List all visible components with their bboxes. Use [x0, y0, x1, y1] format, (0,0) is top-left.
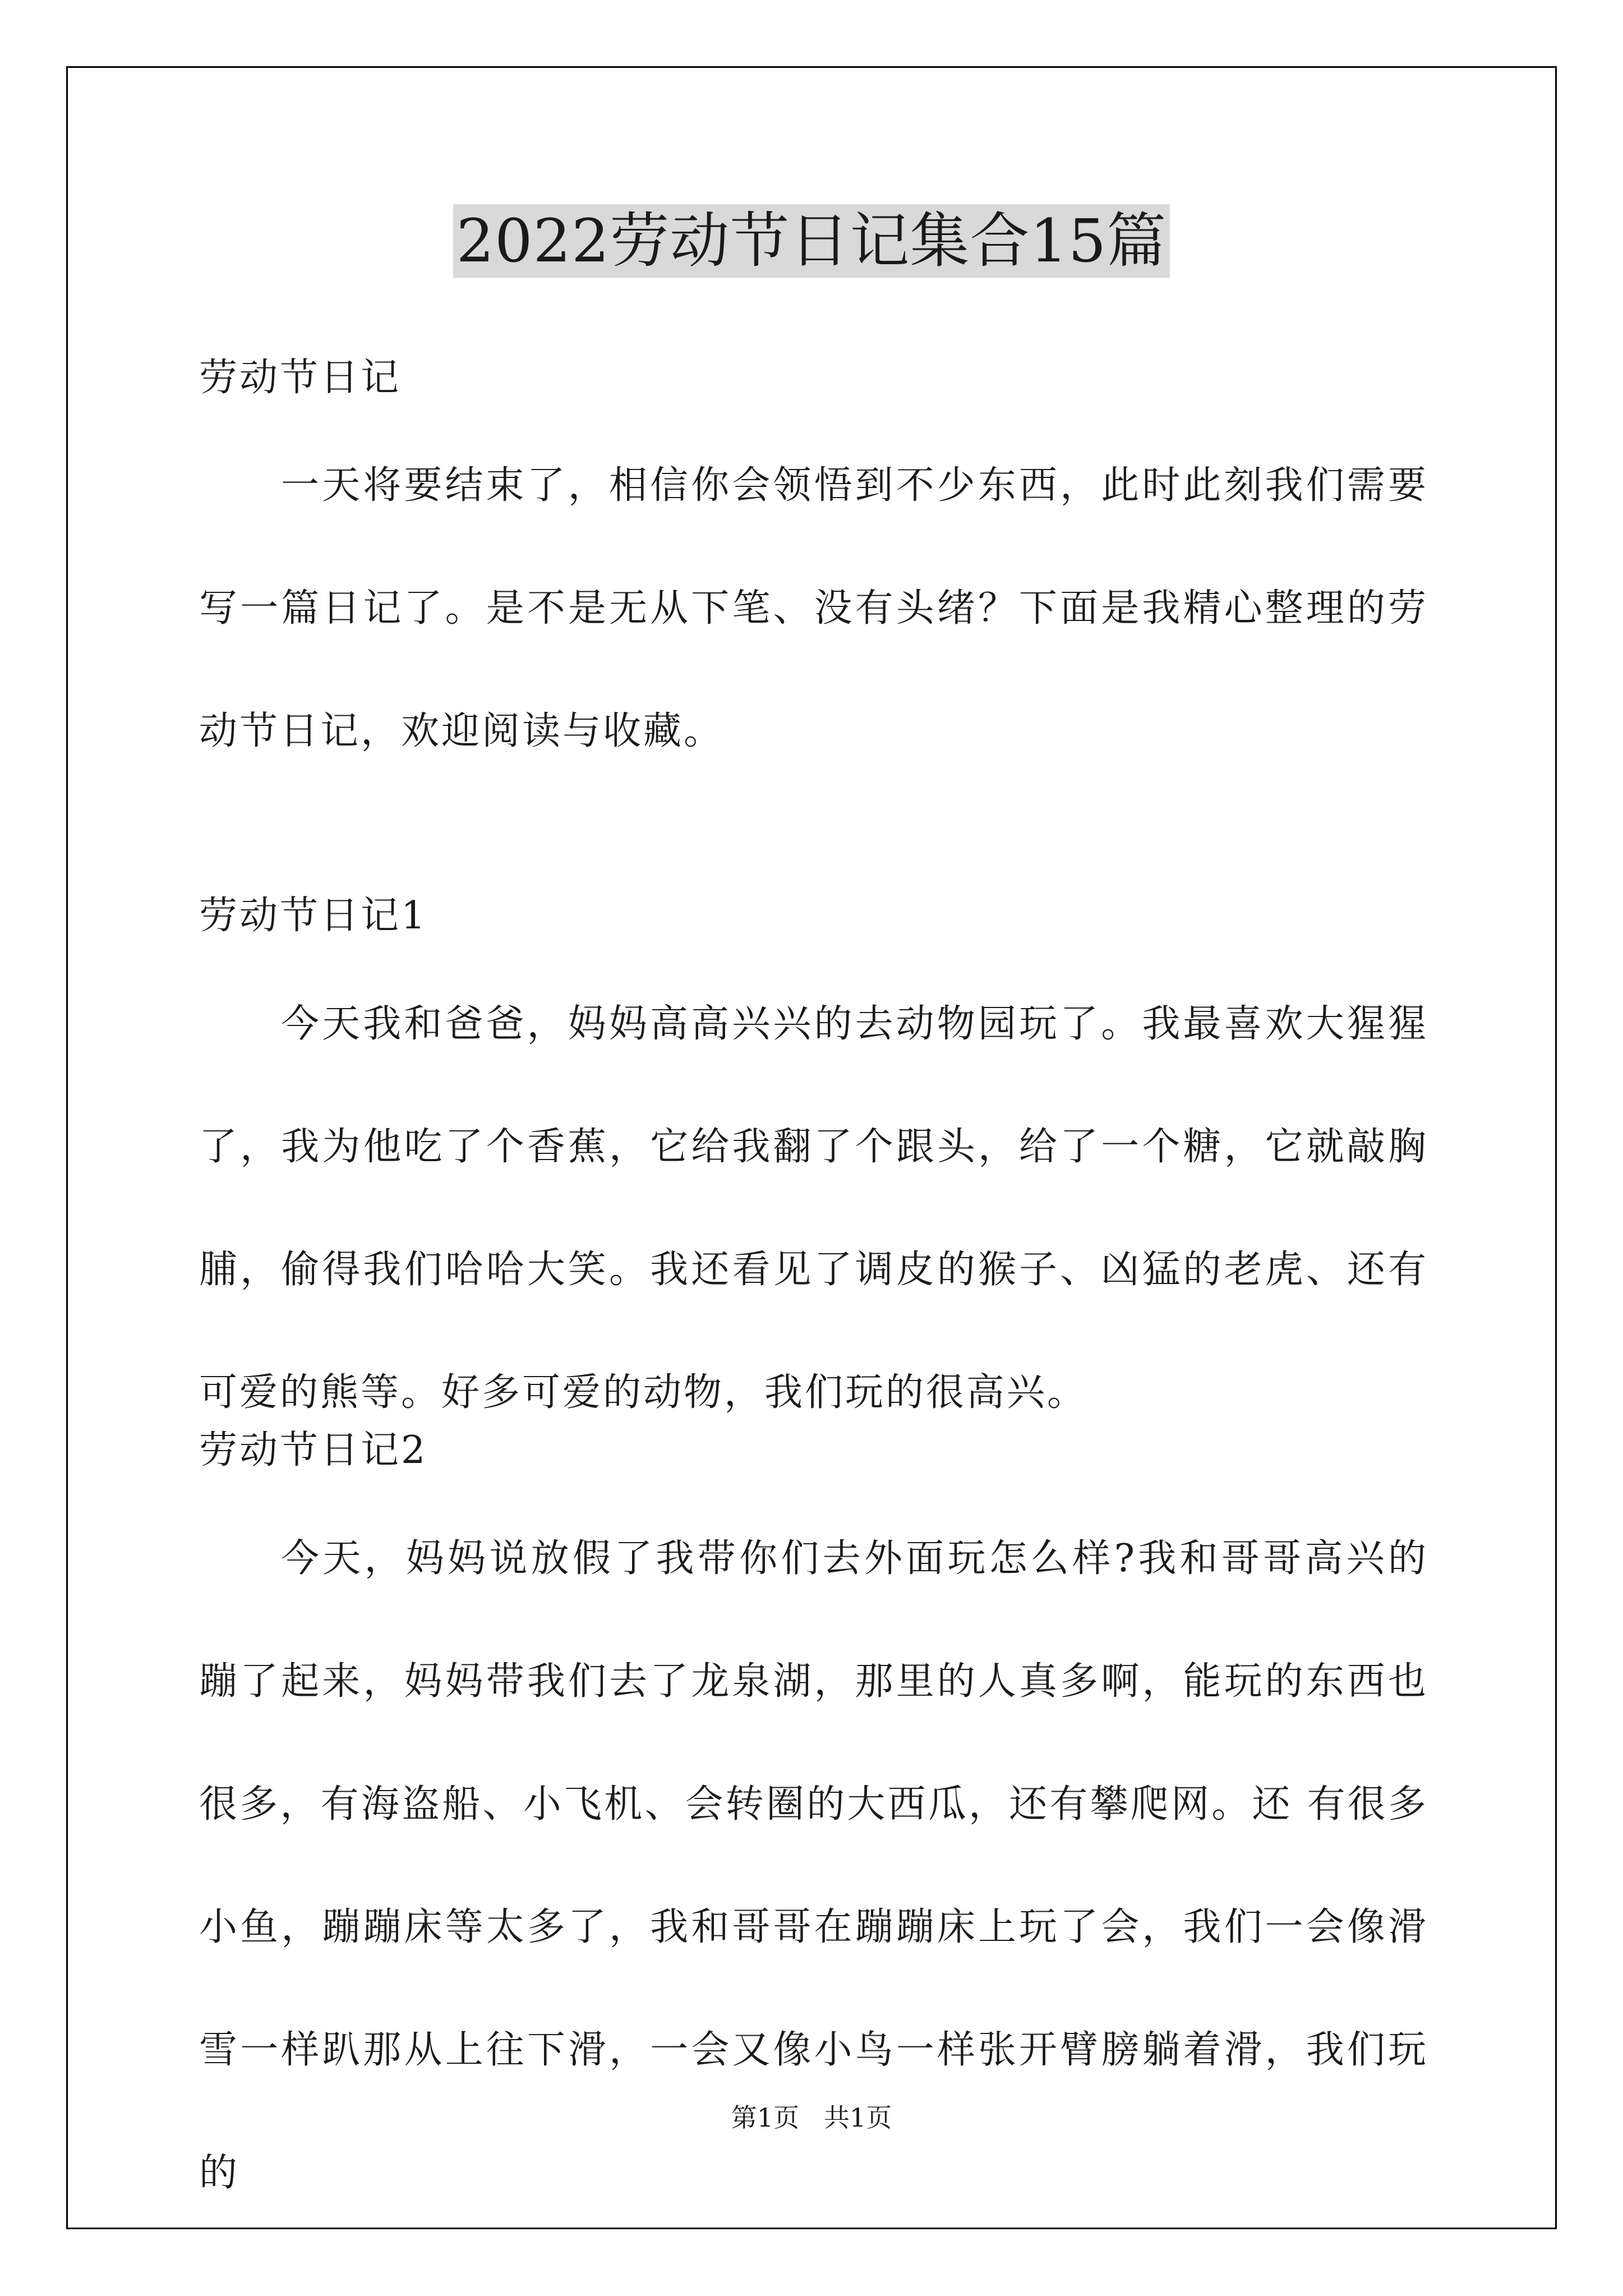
section-heading-diary-1: 劳动节日记1: [199, 894, 428, 938]
section-paragraph-diary-1: 今天我和爸爸，妈妈高高兴兴的去动物园玩了。我最喜欢大猩猩了，我为他吃了个香蕉，它给我翻了个跟头，给了一个糖，它就敲胸脯，偷得我们哈哈大笑。我还看见了调皮的猴子、凶猛的老虎、还有可爱的熊等。好多可爱的动物，我们玩的很高兴。: [199, 1002, 1428, 1415]
section-paragraph-intro: 一天将要结束了，相信你会领悟到不少东西，此时此刻我们需要写一篇日记了。是不是无从下笔、没有头绪？下面是我精心整理的劳动节日记，欢迎阅读与收藏。: [199, 463, 1428, 753]
section-heading-intro: 劳动节日记: [199, 356, 402, 400]
section-heading-diary-2: 劳动节日记2: [199, 1428, 428, 1473]
document-title: [0, 199, 1623, 283]
document-title-text: 2022劳动节日记集合15篇: [453, 204, 1170, 278]
section-paragraph-diary-2: 今天，妈妈说放假了我带你们去外面玩怎么样?我和哥哥高兴的蹦了起来，妈妈带我们去了龙泉湖，那里的人真多啊，能玩的东西也很多，有海盗船、小飞机、会转圈的大西瓜，还有攀爬网。还 有很多小鱼，蹦蹦床等太多了，我和哥哥在蹦蹦床上玩了会，我们一会像滑雪一样趴那从上往下滑，一会又像小鸟一样张开臂膀躺着滑，我们玩的: [199, 1536, 1428, 2195]
page-number-footer: 第1页 共1页: [731, 2102, 892, 2133]
